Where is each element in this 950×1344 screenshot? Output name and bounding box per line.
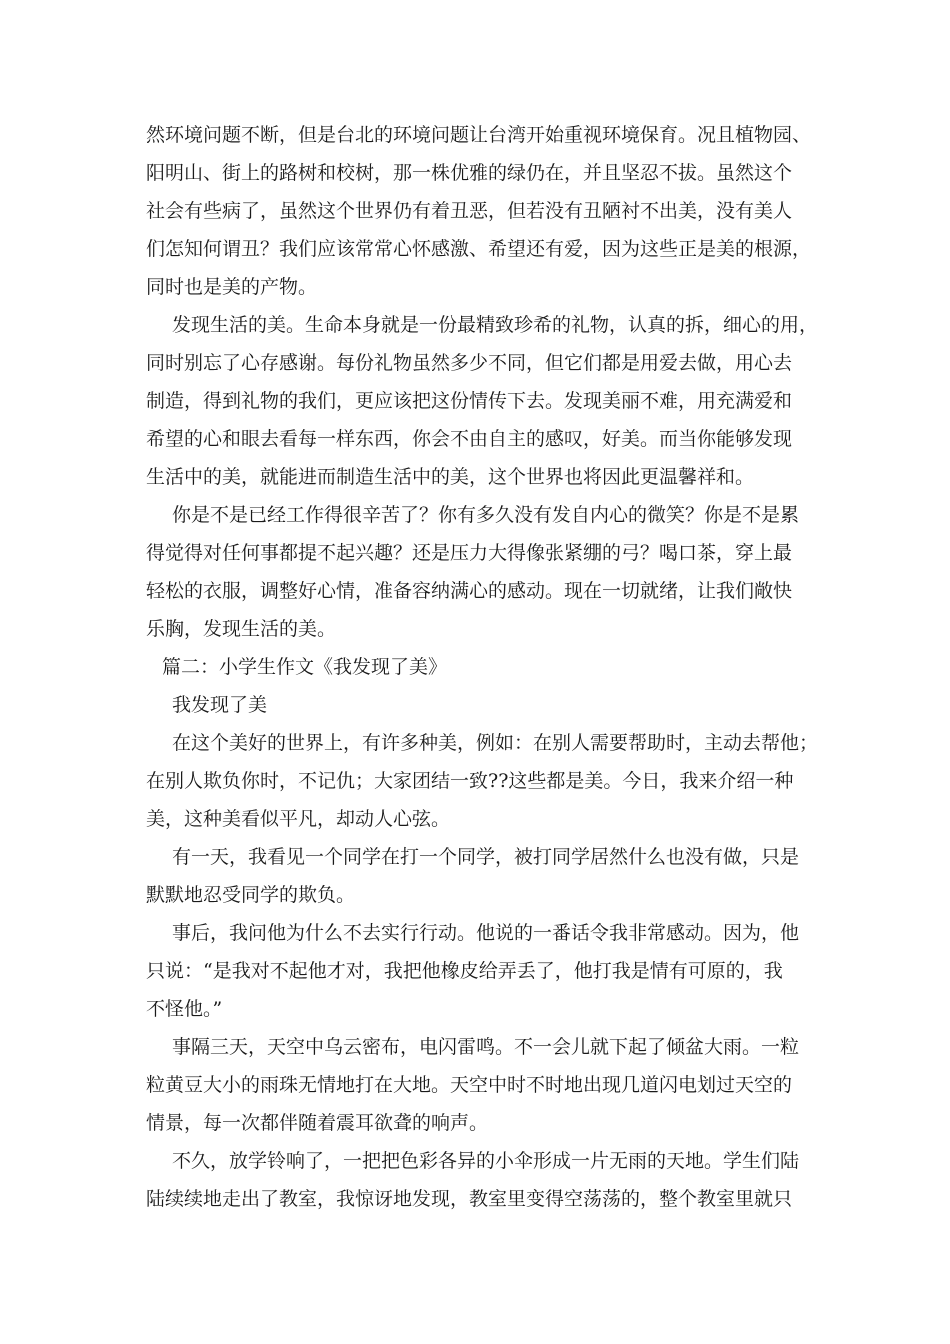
paragraph-start: 你是不是已经工作得很辛苦了？你有多久没有发自内心的微笑？你是不是累 (172, 504, 800, 526)
text-line: 乐胸，发现生活的美。 (146, 618, 337, 640)
text-line: 希望的心和眼去看每一样东西，你会不由自主的感叹，好美。而当你能够发现 (146, 428, 793, 450)
section-heading: 篇二：小学生作文《我发现了美》 (162, 656, 448, 678)
essay-title: 我发现了美 (172, 694, 268, 716)
paragraph-start: 在这个美好的世界上，有许多种美，例如：在别人需要帮助时，主动去帮他； (172, 732, 819, 754)
text-line: 得觉得对任何事都提不起兴趣？还是压力大得像张紧绷的弓？喝口茶，穿上最 (146, 542, 793, 564)
text-line: 陆续续地走出了教室，我惊讶地发现，教室里变得空荡荡的，整个教室里就只 (146, 1188, 793, 1210)
text-line: 不怪他。” (146, 998, 223, 1020)
text-line: 生活中的美，就能进而制造生活中的美，这个世界也将因此更温馨祥和。 (146, 466, 755, 488)
paragraph-start: 不久，放学铃响了，一把把色彩各异的小伞形成一片无雨的天地。学生们陆 (172, 1150, 800, 1172)
text-line: 阳明山、街上的路树和校树，那一株优雅的绿仍在，并且坚忍不拔。虽然这个 (146, 162, 793, 184)
text-line: 轻松的衣服，调整好心情，准备容纳满心的感动。现在一切就绪，让我们敞快 (146, 580, 793, 602)
text-line: 同时也是美的产物。 (146, 276, 318, 298)
text-line: 们怎知何谓丑？我们应该常常心怀感激、希望还有爱，因为这些正是美的根源， (146, 238, 812, 260)
text-line: 社会有些病了，虽然这个世界仍有着丑恶，但若没有丑陋衬不出美，没有美人 (146, 200, 793, 222)
text-line: 然环境问题不断，但是台北的环境问题让台湾开始重视环境保育。况且植物园、 (146, 124, 812, 146)
text-line: 制造，得到礼物的我们，更应该把这份情传下去。发现美丽不难，用充满爱和 (146, 390, 793, 412)
paragraph-start: 事后，我问他为什么不去实行行动。他说的一番话令我非常感动。因为，他 (172, 922, 800, 944)
text-line: 情景，每一次都伴随着震耳欲聋的响声。 (146, 1112, 489, 1134)
paragraph-start: 事隔三天，天空中乌云密布，电闪雷鸣。不一会儿就下起了倾盆大雨。一粒 (172, 1036, 800, 1058)
paragraph-start: 有一天，我看见一个同学在打一个同学，被打同学居然什么也没有做，只是 (172, 846, 800, 868)
text-line: 在别人欺负你时，不记仇；大家团结一致??这些都是美。今日，我来介绍一种 (146, 770, 794, 792)
text-line: 粒黄豆大小的雨珠无情地打在大地。天空中时不时地出现几道闪电划过天空的 (146, 1074, 793, 1096)
text-line: 默默地忍受同学的欺负。 (146, 884, 356, 906)
paragraph-start: 发现生活的美。生命本身就是一份最精致珍希的礼物，认真的拆，细心的用， (172, 314, 819, 336)
text-line: 只说：“是我对不起他才对，我把他橡皮给弄丢了，他打我是情有可原的，我 (146, 960, 783, 982)
text-line: 同时别忘了心存感谢。每份礼物虽然多少不同，但它们都是用爱去做，用心去 (146, 352, 793, 374)
text-line: 美，这种美看似平凡，却动人心弦。 (146, 808, 451, 830)
